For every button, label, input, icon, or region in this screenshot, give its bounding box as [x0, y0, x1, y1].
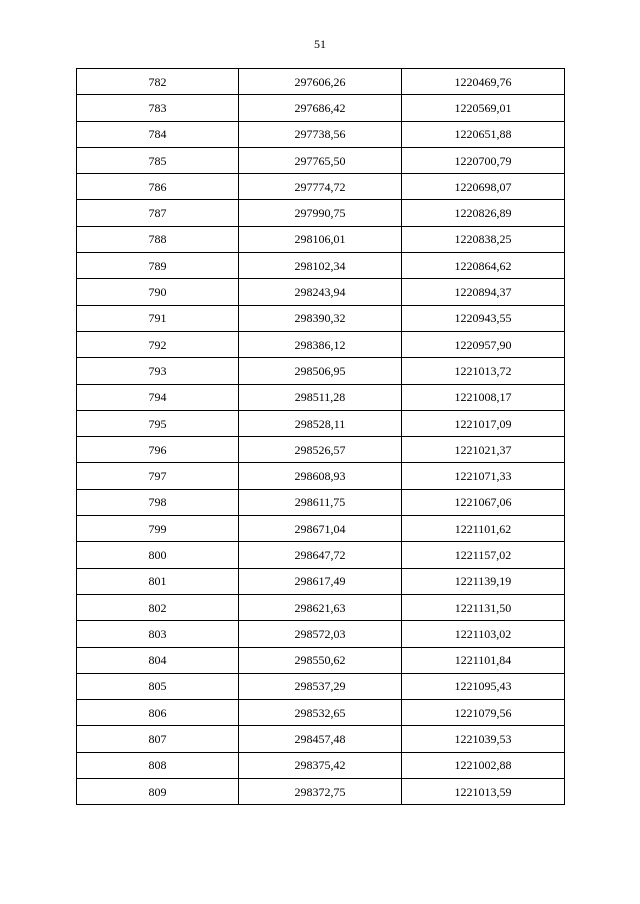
point-number-cell: 788: [77, 226, 239, 252]
table-row: [77, 647, 565, 673]
table-row: [77, 147, 565, 173]
point-number-cell: 801: [77, 568, 239, 594]
y-coordinate-cell: 1220569,01: [402, 95, 565, 121]
x-coordinate-cell: 297738,56: [239, 121, 402, 147]
page-number: 51: [314, 37, 326, 51]
x-coordinate-cell: 298375,42: [239, 752, 402, 778]
point-number-cell: 792: [77, 331, 239, 357]
table-row: [77, 410, 565, 436]
coordinates-table-body: [77, 69, 565, 805]
point-number-cell: 794: [77, 384, 239, 410]
table-row: [77, 331, 565, 357]
point-number-cell: 800: [77, 542, 239, 568]
table-row: [77, 568, 565, 594]
point-number-cell: 787: [77, 200, 239, 226]
x-coordinate-cell: 298386,12: [239, 331, 402, 357]
table-row: [77, 200, 565, 226]
point-number-cell: 791: [77, 305, 239, 331]
x-coordinate-cell: 298537,29: [239, 673, 402, 699]
x-coordinate-cell: 298532,65: [239, 700, 402, 726]
table-row: [77, 516, 565, 542]
point-number-cell: 808: [77, 752, 239, 778]
y-coordinate-cell: 1221013,59: [402, 779, 565, 805]
y-coordinate-cell: 1220651,88: [402, 121, 565, 147]
y-coordinate-cell: 1221157,02: [402, 542, 565, 568]
y-coordinate-cell: 1220864,62: [402, 253, 565, 279]
x-coordinate-cell: 298102,34: [239, 253, 402, 279]
y-coordinate-cell: 1221008,17: [402, 384, 565, 410]
table-row: [77, 752, 565, 778]
table-row: [77, 174, 565, 200]
y-coordinate-cell: 1220838,25: [402, 226, 565, 252]
point-number-cell: 790: [77, 279, 239, 305]
x-coordinate-cell: 298106,01: [239, 226, 402, 252]
y-coordinate-cell: 1220957,90: [402, 331, 565, 357]
point-number-cell: 785: [77, 147, 239, 173]
x-coordinate-cell: 297774,72: [239, 174, 402, 200]
x-coordinate-cell: 298647,72: [239, 542, 402, 568]
table-row: [77, 437, 565, 463]
point-number-cell: 807: [77, 726, 239, 752]
x-coordinate-cell: 298617,49: [239, 568, 402, 594]
table-row: [77, 384, 565, 410]
point-number-cell: 797: [77, 463, 239, 489]
x-coordinate-cell: 298671,04: [239, 516, 402, 542]
y-coordinate-cell: 1220698,07: [402, 174, 565, 200]
point-number-cell: 789: [77, 253, 239, 279]
x-coordinate-cell: 298611,75: [239, 489, 402, 515]
table-row: [77, 305, 565, 331]
point-number-cell: 786: [77, 174, 239, 200]
y-coordinate-cell: 1221095,43: [402, 673, 565, 699]
x-coordinate-cell: 298390,32: [239, 305, 402, 331]
table-row: [77, 779, 565, 805]
point-number-cell: 796: [77, 437, 239, 463]
y-coordinate-cell: 1221039,53: [402, 726, 565, 752]
point-number-cell: 783: [77, 95, 239, 121]
table-row: [77, 358, 565, 384]
y-coordinate-cell: 1221103,02: [402, 621, 565, 647]
table-row: [77, 700, 565, 726]
y-coordinate-cell: 1221002,88: [402, 752, 565, 778]
point-number-cell: 805: [77, 673, 239, 699]
y-coordinate-cell: 1220826,89: [402, 200, 565, 226]
point-number-cell: 802: [77, 594, 239, 620]
point-number-cell: 804: [77, 647, 239, 673]
x-coordinate-cell: 298528,11: [239, 410, 402, 436]
point-number-cell: 782: [77, 69, 239, 95]
y-coordinate-cell: 1221139,19: [402, 568, 565, 594]
point-number-cell: 798: [77, 489, 239, 515]
x-coordinate-cell: 297990,75: [239, 200, 402, 226]
y-coordinate-cell: 1220700,79: [402, 147, 565, 173]
coordinates-table: [76, 68, 565, 805]
y-coordinate-cell: 1221071,33: [402, 463, 565, 489]
x-coordinate-cell: 298550,62: [239, 647, 402, 673]
table-row: [77, 69, 565, 95]
x-coordinate-cell: 298506,95: [239, 358, 402, 384]
x-coordinate-cell: 298572,03: [239, 621, 402, 647]
table-row: [77, 621, 565, 647]
point-number-cell: 799: [77, 516, 239, 542]
table-row: [77, 279, 565, 305]
table-row: [77, 594, 565, 620]
y-coordinate-cell: 1221021,37: [402, 437, 565, 463]
y-coordinate-cell: 1221131,50: [402, 594, 565, 620]
table-row: [77, 463, 565, 489]
y-coordinate-cell: 1221017,09: [402, 410, 565, 436]
x-coordinate-cell: 298621,63: [239, 594, 402, 620]
y-coordinate-cell: 1220943,55: [402, 305, 565, 331]
point-number-cell: 806: [77, 700, 239, 726]
x-coordinate-cell: 298372,75: [239, 779, 402, 805]
y-coordinate-cell: 1220469,76: [402, 69, 565, 95]
point-number-cell: 803: [77, 621, 239, 647]
x-coordinate-cell: 298243,94: [239, 279, 402, 305]
table-row: [77, 726, 565, 752]
x-coordinate-cell: 298608,93: [239, 463, 402, 489]
x-coordinate-cell: 297765,50: [239, 147, 402, 173]
table-row: [77, 121, 565, 147]
y-coordinate-cell: 1221079,56: [402, 700, 565, 726]
x-coordinate-cell: 297606,26: [239, 69, 402, 95]
x-coordinate-cell: 298457,48: [239, 726, 402, 752]
point-number-cell: 793: [77, 358, 239, 384]
y-coordinate-cell: 1221067,06: [402, 489, 565, 515]
table-row: [77, 226, 565, 252]
point-number-cell: 784: [77, 121, 239, 147]
x-coordinate-cell: 298511,28: [239, 384, 402, 410]
table-row: [77, 95, 565, 121]
y-coordinate-cell: 1221013,72: [402, 358, 565, 384]
table-row: [77, 673, 565, 699]
x-coordinate-cell: 297686,42: [239, 95, 402, 121]
point-number-cell: 809: [77, 779, 239, 805]
table-row: [77, 542, 565, 568]
y-coordinate-cell: 1221101,62: [402, 516, 565, 542]
table-row: [77, 489, 565, 515]
point-number-cell: 795: [77, 410, 239, 436]
y-coordinate-cell: 1220894,37: [402, 279, 565, 305]
x-coordinate-cell: 298526,57: [239, 437, 402, 463]
table-row: [77, 253, 565, 279]
y-coordinate-cell: 1221101,84: [402, 647, 565, 673]
